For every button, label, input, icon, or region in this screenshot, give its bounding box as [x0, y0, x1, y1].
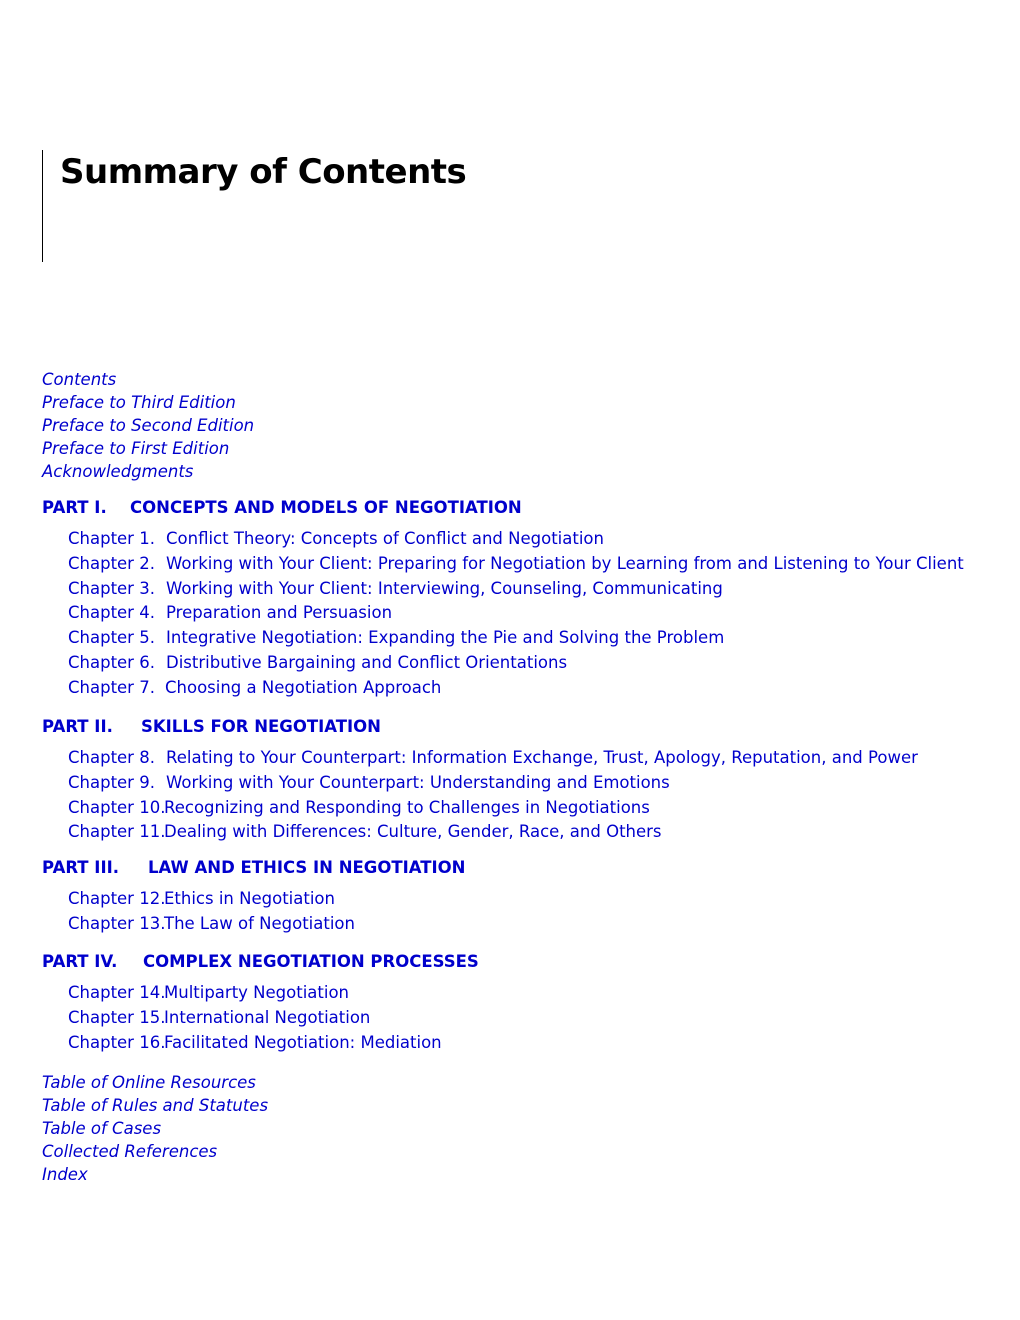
front-matter-link-preface-first[interactable]: Preface to First Edition — [42, 439, 230, 458]
part-title: COMPLEX NEGOTIATION PROCESSES — [143, 952, 479, 971]
chapter-title: Ethics in Negotiation — [164, 889, 335, 908]
chapter-number: Chapter 14. — [68, 983, 166, 1002]
back-matter-link-cases[interactable]: Table of Cases — [42, 1119, 162, 1138]
front-matter-link-preface-second[interactable]: Preface to Second Edition — [42, 416, 255, 435]
chapter-list — [68, 527, 964, 701]
chapter-list — [68, 981, 479, 1055]
part-2-heading[interactable] — [42, 716, 918, 738]
chapter-title: Distributive Bargaining and Conflict Orientations — [166, 652, 568, 672]
front-matter-link-acknowledgments[interactable]: Acknowledgments — [42, 462, 194, 481]
part-title: CONCEPTS AND MODELS OF NEGOTIATION — [130, 498, 522, 517]
part-3-heading[interactable] — [42, 857, 465, 879]
chapter-number: Chapter 1. — [68, 529, 155, 548]
chapter-number: Chapter 7. — [68, 677, 155, 697]
chapter-list — [68, 887, 465, 937]
front-matter-list — [42, 368, 254, 483]
chapter-number: Chapter 2. — [68, 553, 155, 573]
chapter-title: International Negotiation — [164, 1007, 371, 1027]
front-matter-link-preface-third[interactable]: Preface to Third Edition — [42, 393, 236, 412]
chapter-title: Relating to Your Counterpart: Information Exchange, Trust, Apology, Reputation, and Power — [166, 748, 918, 767]
chapter-9-link[interactable] — [68, 771, 918, 796]
chapter-number: Chapter 9. — [68, 772, 155, 792]
chapter-title: Preparation and Persuasion — [166, 603, 393, 623]
chapter-title: Multiparty Negotiation — [164, 983, 350, 1002]
chapter-number: Chapter 6. — [68, 652, 155, 672]
part-4-heading[interactable] — [42, 951, 479, 973]
chapter-number: Chapter 11. — [68, 822, 166, 842]
back-matter-link-references[interactable]: Collected References — [42, 1142, 218, 1161]
back-matter-link-online-resources[interactable]: Table of Online Resources — [42, 1073, 256, 1092]
chapter-title: Working with Your Counterpart: Understanding and Emotions — [166, 772, 670, 792]
chapter-4-link[interactable] — [68, 601, 964, 626]
chapter-title: Conflict Theory: Concepts of Conflict and Negotiation — [166, 529, 604, 548]
chapter-title: Dealing with Differences: Culture, Gender, Race, and Others — [164, 822, 662, 842]
chapter-12-link[interactable] — [68, 887, 465, 912]
back-matter-list — [42, 1071, 268, 1186]
chapter-title: Integrative Negotiation: Expanding the Pie and Solving the Problem — [166, 628, 725, 648]
chapter-11-link[interactable] — [68, 820, 918, 845]
chapter-title: Recognizing and Responding to Challenges in Negotiations — [164, 797, 650, 817]
chapter-number: Chapter 16. — [68, 1032, 166, 1052]
chapter-14-link[interactable] — [68, 981, 479, 1006]
part-title: LAW AND ETHICS IN NEGOTIATION — [148, 858, 466, 877]
back-matter-link-index[interactable]: Index — [42, 1165, 88, 1184]
chapter-number: Chapter 3. — [68, 578, 155, 598]
chapter-list — [68, 746, 918, 845]
chapter-1-link[interactable] — [68, 527, 964, 552]
part-number: PART IV. — [42, 952, 118, 971]
part-number: PART III. — [42, 858, 119, 877]
part-1-heading[interactable] — [42, 497, 964, 519]
part-3-section — [42, 857, 465, 937]
title-block — [42, 150, 466, 262]
chapter-number: Chapter 8. — [68, 748, 155, 767]
chapter-6-link[interactable] — [68, 651, 964, 676]
chapter-title: Working with Your Client: Interviewing, Counseling, Communicating — [166, 578, 723, 598]
chapter-15-link[interactable] — [68, 1006, 479, 1031]
chapter-title: Working with Your Client: Preparing for Negotiation by Learning from and Listening to Your Client — [166, 553, 964, 573]
part-number: PART I. — [42, 498, 107, 517]
chapter-number: Chapter 15. — [68, 1007, 166, 1027]
chapter-3-link[interactable] — [68, 577, 964, 602]
chapter-title: The Law of Negotiation — [164, 913, 355, 933]
chapter-title: Facilitated Negotiation: Mediation — [164, 1032, 442, 1052]
part-number: PART II. — [42, 717, 113, 736]
part-4-section — [42, 951, 479, 1055]
front-matter-link-contents[interactable]: Contents — [42, 370, 117, 389]
chapter-number: Chapter 12. — [68, 889, 166, 908]
chapter-7-link[interactable] — [68, 676, 964, 701]
chapter-8-link[interactable] — [68, 746, 918, 771]
part-1-section — [42, 497, 964, 701]
chapter-number: Chapter 5. — [68, 628, 155, 648]
page-title: Summary of Contents — [60, 152, 467, 192]
chapter-number: Chapter 4. — [68, 603, 155, 623]
chapter-13-link[interactable] — [68, 912, 465, 937]
part-title: SKILLS FOR NEGOTIATION — [141, 717, 381, 736]
part-2-section — [42, 716, 918, 845]
chapter-10-link[interactable] — [68, 796, 918, 821]
chapter-2-link[interactable] — [68, 552, 964, 577]
chapter-number: Chapter 13. — [68, 913, 166, 933]
chapter-number: Chapter 10. — [68, 797, 166, 817]
chapter-16-link[interactable] — [68, 1031, 479, 1056]
chapter-5-link[interactable] — [68, 626, 964, 651]
chapter-title: Choosing a Negotiation Approach — [165, 677, 442, 697]
back-matter-link-rules-statutes[interactable]: Table of Rules and Statutes — [42, 1096, 269, 1115]
